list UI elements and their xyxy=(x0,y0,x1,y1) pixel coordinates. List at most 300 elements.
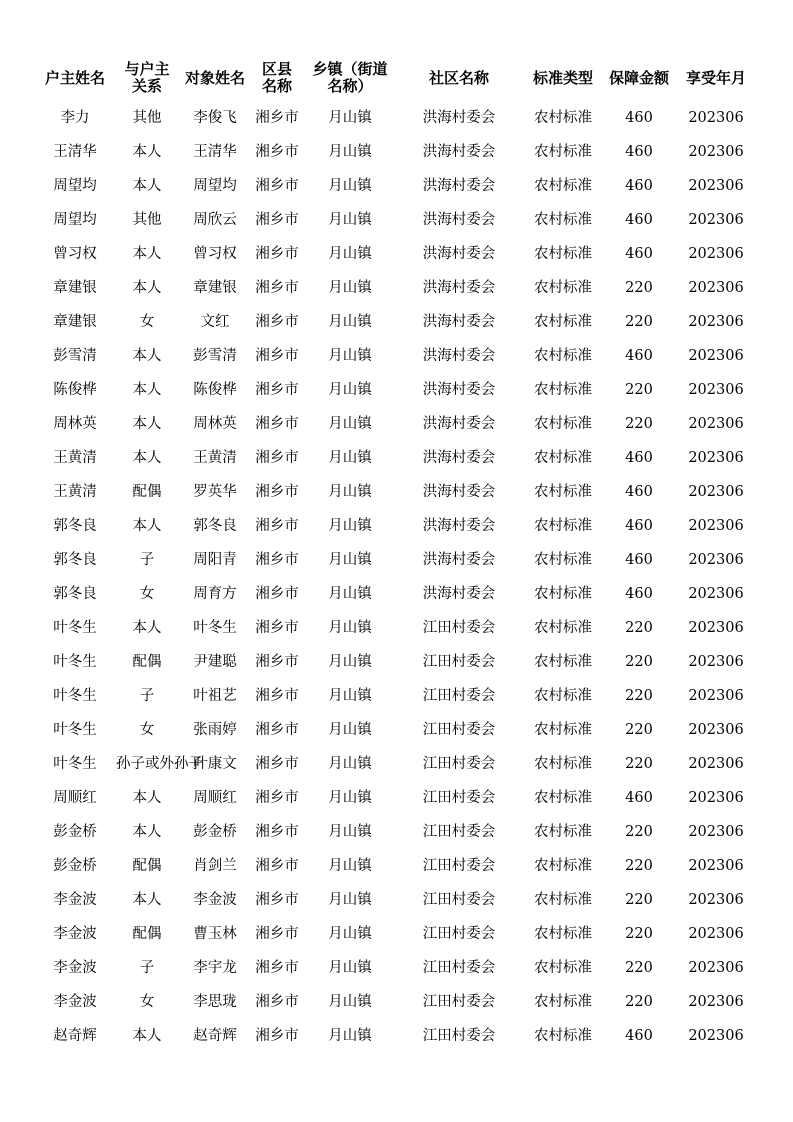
cell-householder-name: 王黄清 xyxy=(53,450,97,466)
cell-amount: 460 xyxy=(625,586,653,602)
cell-county: 湘乡市 xyxy=(255,450,299,466)
cell-county: 湘乡市 xyxy=(255,518,299,534)
cell-amount: 220 xyxy=(625,280,653,296)
cell-amount: 220 xyxy=(625,654,653,670)
cell-amount: 220 xyxy=(625,416,653,432)
cell-community: 洪海村委会 xyxy=(422,280,496,296)
table-header xyxy=(0,58,793,98)
cell-standard-type: 农村标准 xyxy=(534,178,592,194)
table-row xyxy=(0,577,793,611)
cell-amount: 220 xyxy=(625,620,653,636)
cell-community: 洪海村委会 xyxy=(422,518,496,534)
cell-community: 江田村委会 xyxy=(422,654,496,670)
table-row xyxy=(0,645,793,679)
header-line: 社区名称 xyxy=(428,68,489,87)
cell-community: 洪海村委会 xyxy=(422,314,496,330)
cell-relation: 本人 xyxy=(132,246,162,262)
cell-county: 湘乡市 xyxy=(255,1028,299,1044)
cell-community: 洪海村委会 xyxy=(422,246,496,262)
cell-recipient-name: 曾习权 xyxy=(193,246,237,262)
cell-county: 湘乡市 xyxy=(255,756,299,772)
cell-standard-type: 农村标准 xyxy=(534,518,592,534)
cell-amount: 220 xyxy=(625,994,653,1010)
cell-householder-name: 李金波 xyxy=(53,994,97,1010)
cell-county: 湘乡市 xyxy=(255,722,299,738)
cell-community: 江田村委会 xyxy=(422,994,496,1010)
cell-relation: 本人 xyxy=(132,518,162,534)
cell-town: 月山镇 xyxy=(328,790,372,806)
cell-town: 月山镇 xyxy=(328,824,372,840)
cell-county: 湘乡市 xyxy=(255,586,299,602)
cell-householder-name: 郭冬良 xyxy=(53,586,97,602)
cell-community: 洪海村委会 xyxy=(422,110,496,126)
cell-period: 202306 xyxy=(688,722,744,738)
cell-town: 月山镇 xyxy=(328,348,372,364)
cell-community: 江田村委会 xyxy=(422,620,496,636)
cell-amount: 220 xyxy=(625,960,653,976)
cell-relation: 本人 xyxy=(132,892,162,908)
cell-amount: 460 xyxy=(625,484,653,500)
cell-recipient-name: 曹玉林 xyxy=(193,926,237,942)
cell-town: 月山镇 xyxy=(328,382,372,398)
cell-standard-type: 农村标准 xyxy=(534,212,592,228)
cell-relation: 配偶 xyxy=(132,484,162,500)
cell-standard-type: 农村标准 xyxy=(534,314,592,330)
table-row xyxy=(0,951,793,985)
cell-recipient-name: 郭冬良 xyxy=(193,518,237,534)
cell-community: 洪海村委会 xyxy=(422,382,496,398)
cell-period: 202306 xyxy=(688,790,744,806)
cell-recipient-name: 文红 xyxy=(200,314,230,330)
cell-amount: 220 xyxy=(625,314,653,330)
cell-householder-name: 郭冬良 xyxy=(53,518,97,534)
cell-householder-name: 章建银 xyxy=(53,280,97,296)
cell-period: 202306 xyxy=(688,926,744,942)
cell-town: 月山镇 xyxy=(328,688,372,704)
cell-period: 202306 xyxy=(688,246,744,262)
cell-community: 江田村委会 xyxy=(422,824,496,840)
table-row xyxy=(0,373,793,407)
cell-county: 湘乡市 xyxy=(255,926,299,942)
header-line: 保障金额 xyxy=(608,68,669,87)
table-row xyxy=(0,543,793,577)
cell-community: 洪海村委会 xyxy=(422,416,496,432)
cell-relation: 女 xyxy=(139,314,155,330)
cell-householder-name: 郭冬良 xyxy=(53,552,97,568)
cell-householder-name: 李金波 xyxy=(53,892,97,908)
cell-standard-type: 农村标准 xyxy=(534,144,592,160)
table-row xyxy=(0,679,793,713)
cell-period: 202306 xyxy=(688,144,744,160)
cell-town: 月山镇 xyxy=(328,246,372,262)
cell-county: 湘乡市 xyxy=(255,858,299,874)
cell-county: 湘乡市 xyxy=(255,314,299,330)
cell-town: 月山镇 xyxy=(328,756,372,772)
cell-period: 202306 xyxy=(688,212,744,228)
cell-amount: 220 xyxy=(625,722,653,738)
cell-community: 江田村委会 xyxy=(422,926,496,942)
header-recipient-name xyxy=(180,58,250,98)
header-community xyxy=(400,58,518,98)
cell-relation: 本人 xyxy=(132,280,162,296)
cell-relation: 本人 xyxy=(132,620,162,636)
cell-county: 湘乡市 xyxy=(255,382,299,398)
cell-town: 月山镇 xyxy=(328,552,372,568)
cell-period: 202306 xyxy=(688,450,744,466)
table-row xyxy=(0,339,793,373)
cell-relation: 子 xyxy=(139,552,155,568)
cell-relation: 孙子或外孙子 xyxy=(116,756,203,772)
cell-standard-type: 农村标准 xyxy=(534,688,592,704)
cell-town: 月山镇 xyxy=(328,518,372,534)
cell-householder-name: 周顺红 xyxy=(53,790,97,806)
cell-period: 202306 xyxy=(688,1028,744,1044)
cell-community: 洪海村委会 xyxy=(422,484,496,500)
cell-community: 洪海村委会 xyxy=(422,144,496,160)
header-period xyxy=(676,58,756,98)
cell-householder-name: 曾习权 xyxy=(53,246,97,262)
cell-standard-type: 农村标准 xyxy=(534,246,592,262)
cell-period: 202306 xyxy=(688,688,744,704)
table-row xyxy=(0,985,793,1019)
cell-community: 江田村委会 xyxy=(422,722,496,738)
header-line: 名称） xyxy=(327,77,373,95)
cell-householder-name: 彭金桥 xyxy=(53,824,97,840)
cell-relation: 本人 xyxy=(132,416,162,432)
table-row xyxy=(0,203,793,237)
cell-standard-type: 农村标准 xyxy=(534,484,592,500)
cell-community: 江田村委会 xyxy=(422,892,496,908)
cell-standard-type: 农村标准 xyxy=(534,960,592,976)
table-row xyxy=(0,611,793,645)
table-row xyxy=(0,169,793,203)
cell-householder-name: 章建银 xyxy=(53,314,97,330)
cell-county: 湘乡市 xyxy=(255,620,299,636)
cell-standard-type: 农村标准 xyxy=(534,348,592,364)
cell-town: 月山镇 xyxy=(328,110,372,126)
cell-community: 江田村委会 xyxy=(422,1028,496,1044)
cell-relation: 本人 xyxy=(132,790,162,806)
cell-recipient-name: 王清华 xyxy=(193,144,237,160)
cell-recipient-name: 赵奇辉 xyxy=(193,1028,237,1044)
table-row xyxy=(0,101,793,135)
cell-householder-name: 彭金桥 xyxy=(53,858,97,874)
cell-standard-type: 农村标准 xyxy=(534,416,592,432)
cell-amount: 220 xyxy=(625,824,653,840)
cell-amount: 220 xyxy=(625,688,653,704)
table-row xyxy=(0,1019,793,1053)
cell-amount: 220 xyxy=(625,858,653,874)
cell-town: 月山镇 xyxy=(328,858,372,874)
cell-community: 洪海村委会 xyxy=(422,348,496,364)
cell-town: 月山镇 xyxy=(328,892,372,908)
cell-town: 月山镇 xyxy=(328,926,372,942)
cell-town: 月山镇 xyxy=(328,960,372,976)
cell-county: 湘乡市 xyxy=(255,246,299,262)
cell-town: 月山镇 xyxy=(328,654,372,670)
cell-amount: 460 xyxy=(625,110,653,126)
cell-period: 202306 xyxy=(688,552,744,568)
cell-recipient-name: 陈俊桦 xyxy=(193,382,237,398)
cell-recipient-name: 周林英 xyxy=(193,416,237,432)
table-row xyxy=(0,747,793,781)
cell-amount: 220 xyxy=(625,926,653,942)
header-line: 享受年月 xyxy=(685,68,746,87)
header-relation xyxy=(116,58,178,98)
table-row xyxy=(0,883,793,917)
table-row xyxy=(0,475,793,509)
cell-town: 月山镇 xyxy=(328,586,372,602)
cell-recipient-name: 周阳青 xyxy=(193,552,237,568)
cell-relation: 女 xyxy=(139,722,155,738)
cell-relation: 女 xyxy=(139,586,155,602)
cell-period: 202306 xyxy=(688,620,744,636)
cell-householder-name: 周望均 xyxy=(53,212,97,228)
cell-relation: 本人 xyxy=(132,824,162,840)
header-line: 标准类型 xyxy=(532,68,593,87)
cell-period: 202306 xyxy=(688,110,744,126)
cell-standard-type: 农村标准 xyxy=(534,892,592,908)
table-row xyxy=(0,271,793,305)
table-row xyxy=(0,305,793,339)
cell-householder-name: 叶冬生 xyxy=(53,688,97,704)
cell-county: 湘乡市 xyxy=(255,144,299,160)
cell-relation: 本人 xyxy=(132,1028,162,1044)
cell-community: 洪海村委会 xyxy=(422,586,496,602)
cell-standard-type: 农村标准 xyxy=(534,790,592,806)
cell-town: 月山镇 xyxy=(328,416,372,432)
cell-recipient-name: 周顺红 xyxy=(193,790,237,806)
header-standard-type xyxy=(522,58,604,98)
cell-period: 202306 xyxy=(688,518,744,534)
cell-recipient-name: 张雨婷 xyxy=(193,722,237,738)
cell-community: 江田村委会 xyxy=(422,790,496,806)
cell-period: 202306 xyxy=(688,994,744,1010)
header-line: 与户主 xyxy=(124,60,170,78)
cell-period: 202306 xyxy=(688,382,744,398)
cell-county: 湘乡市 xyxy=(255,790,299,806)
cell-recipient-name: 李俊飞 xyxy=(193,110,237,126)
header-householder-name xyxy=(36,58,114,98)
cell-recipient-name: 李宇龙 xyxy=(193,960,237,976)
cell-county: 湘乡市 xyxy=(255,824,299,840)
cell-town: 月山镇 xyxy=(328,314,372,330)
cell-amount: 220 xyxy=(625,756,653,772)
cell-recipient-name: 彭雪清 xyxy=(193,348,237,364)
cell-recipient-name: 叶康文 xyxy=(193,756,237,772)
cell-standard-type: 农村标准 xyxy=(534,450,592,466)
cell-recipient-name: 李思珑 xyxy=(193,994,237,1010)
cell-standard-type: 农村标准 xyxy=(534,654,592,670)
cell-householder-name: 李力 xyxy=(60,110,90,126)
table-row xyxy=(0,441,793,475)
table-row xyxy=(0,407,793,441)
cell-standard-type: 农村标准 xyxy=(534,552,592,568)
cell-town: 月山镇 xyxy=(328,484,372,500)
cell-householder-name: 彭雪清 xyxy=(53,348,97,364)
cell-community: 洪海村委会 xyxy=(422,450,496,466)
cell-householder-name: 叶冬生 xyxy=(53,654,97,670)
cell-amount: 460 xyxy=(625,348,653,364)
cell-community: 江田村委会 xyxy=(422,688,496,704)
cell-amount: 220 xyxy=(625,382,653,398)
cell-standard-type: 农村标准 xyxy=(534,926,592,942)
table-row xyxy=(0,917,793,951)
cell-county: 湘乡市 xyxy=(255,654,299,670)
cell-period: 202306 xyxy=(688,484,744,500)
cell-county: 湘乡市 xyxy=(255,892,299,908)
cell-period: 202306 xyxy=(688,314,744,330)
cell-relation: 子 xyxy=(139,688,155,704)
cell-standard-type: 农村标准 xyxy=(534,110,592,126)
header-line: 对象姓名 xyxy=(184,68,245,87)
cell-standard-type: 农村标准 xyxy=(534,620,592,636)
cell-amount: 460 xyxy=(625,1028,653,1044)
cell-town: 月山镇 xyxy=(328,212,372,228)
header-line: 关系 xyxy=(131,77,162,95)
cell-town: 月山镇 xyxy=(328,144,372,160)
cell-standard-type: 农村标准 xyxy=(534,994,592,1010)
cell-amount: 460 xyxy=(625,212,653,228)
cell-standard-type: 农村标准 xyxy=(534,586,592,602)
cell-amount: 460 xyxy=(625,518,653,534)
cell-recipient-name: 尹建聪 xyxy=(193,654,237,670)
cell-householder-name: 王黄清 xyxy=(53,484,97,500)
cell-town: 月山镇 xyxy=(328,280,372,296)
cell-period: 202306 xyxy=(688,348,744,364)
cell-amount: 460 xyxy=(625,790,653,806)
cell-county: 湘乡市 xyxy=(255,348,299,364)
cell-period: 202306 xyxy=(688,178,744,194)
cell-county: 湘乡市 xyxy=(255,994,299,1010)
cell-standard-type: 农村标准 xyxy=(534,756,592,772)
cell-standard-type: 农村标准 xyxy=(534,1028,592,1044)
cell-recipient-name: 肖剑兰 xyxy=(193,858,237,874)
cell-county: 湘乡市 xyxy=(255,484,299,500)
cell-relation: 女 xyxy=(139,994,155,1010)
cell-period: 202306 xyxy=(688,824,744,840)
cell-town: 月山镇 xyxy=(328,450,372,466)
cell-relation: 本人 xyxy=(132,178,162,194)
cell-town: 月山镇 xyxy=(328,722,372,738)
cell-relation: 配偶 xyxy=(132,926,162,942)
cell-period: 202306 xyxy=(688,858,744,874)
cell-community: 洪海村委会 xyxy=(422,178,496,194)
cell-town: 月山镇 xyxy=(328,1028,372,1044)
cell-relation: 配偶 xyxy=(132,858,162,874)
cell-town: 月山镇 xyxy=(328,994,372,1010)
cell-recipient-name: 叶冬生 xyxy=(193,620,237,636)
cell-householder-name: 李金波 xyxy=(53,926,97,942)
cell-community: 江田村委会 xyxy=(422,960,496,976)
cell-amount: 460 xyxy=(625,178,653,194)
cell-period: 202306 xyxy=(688,892,744,908)
cell-county: 湘乡市 xyxy=(255,960,299,976)
table-row xyxy=(0,781,793,815)
cell-recipient-name: 罗英华 xyxy=(193,484,237,500)
cell-county: 湘乡市 xyxy=(255,280,299,296)
cell-town: 月山镇 xyxy=(328,178,372,194)
cell-county: 湘乡市 xyxy=(255,178,299,194)
cell-householder-name: 周林英 xyxy=(53,416,97,432)
header-amount xyxy=(604,58,674,98)
header-town xyxy=(305,58,395,98)
cell-relation: 本人 xyxy=(132,450,162,466)
cell-community: 江田村委会 xyxy=(422,858,496,874)
cell-relation: 配偶 xyxy=(132,654,162,670)
cell-period: 202306 xyxy=(688,756,744,772)
cell-county: 湘乡市 xyxy=(255,212,299,228)
cell-period: 202306 xyxy=(688,280,744,296)
cell-recipient-name: 周欣云 xyxy=(193,212,237,228)
cell-amount: 220 xyxy=(625,892,653,908)
cell-relation: 本人 xyxy=(132,348,162,364)
cell-householder-name: 王清华 xyxy=(53,144,97,160)
table-row xyxy=(0,237,793,271)
cell-community: 洪海村委会 xyxy=(422,212,496,228)
cell-amount: 460 xyxy=(625,552,653,568)
cell-recipient-name: 叶祖艺 xyxy=(193,688,237,704)
cell-period: 202306 xyxy=(688,416,744,432)
table-row xyxy=(0,849,793,883)
cell-recipient-name: 彭金桥 xyxy=(193,824,237,840)
cell-community: 江田村委会 xyxy=(422,756,496,772)
cell-standard-type: 农村标准 xyxy=(534,280,592,296)
cell-householder-name: 叶冬生 xyxy=(53,722,97,738)
cell-householder-name: 叶冬生 xyxy=(53,620,97,636)
cell-relation: 其他 xyxy=(132,212,162,228)
cell-county: 湘乡市 xyxy=(255,688,299,704)
cell-recipient-name: 章建银 xyxy=(193,280,237,296)
cell-county: 湘乡市 xyxy=(255,416,299,432)
header-line: 名称 xyxy=(261,77,292,95)
cell-amount: 460 xyxy=(625,144,653,160)
cell-recipient-name: 王黄清 xyxy=(193,450,237,466)
cell-relation: 子 xyxy=(139,960,155,976)
cell-standard-type: 农村标准 xyxy=(534,858,592,874)
header-line: 乡镇（街道 xyxy=(312,60,388,78)
cell-amount: 460 xyxy=(625,246,653,262)
cell-amount: 460 xyxy=(625,450,653,466)
cell-householder-name: 李金波 xyxy=(53,960,97,976)
cell-community: 洪海村委会 xyxy=(422,552,496,568)
header-line: 区县 xyxy=(261,60,292,78)
cell-householder-name: 叶冬生 xyxy=(53,756,97,772)
cell-standard-type: 农村标准 xyxy=(534,722,592,738)
cell-recipient-name: 李金波 xyxy=(193,892,237,908)
cell-county: 湘乡市 xyxy=(255,110,299,126)
cell-town: 月山镇 xyxy=(328,620,372,636)
cell-period: 202306 xyxy=(688,960,744,976)
cell-householder-name: 赵奇辉 xyxy=(53,1028,97,1044)
cell-relation: 其他 xyxy=(132,110,162,126)
cell-county: 湘乡市 xyxy=(255,552,299,568)
cell-householder-name: 周望均 xyxy=(53,178,97,194)
cell-recipient-name: 周育方 xyxy=(193,586,237,602)
header-county xyxy=(250,58,304,98)
cell-standard-type: 农村标准 xyxy=(534,382,592,398)
cell-householder-name: 陈俊桦 xyxy=(53,382,97,398)
cell-relation: 本人 xyxy=(132,382,162,398)
table-row xyxy=(0,135,793,169)
cell-recipient-name: 周望均 xyxy=(193,178,237,194)
header-line: 户主姓名 xyxy=(44,68,105,87)
table-row xyxy=(0,509,793,543)
cell-period: 202306 xyxy=(688,586,744,602)
cell-standard-type: 农村标准 xyxy=(534,824,592,840)
cell-relation: 本人 xyxy=(132,144,162,160)
cell-period: 202306 xyxy=(688,654,744,670)
